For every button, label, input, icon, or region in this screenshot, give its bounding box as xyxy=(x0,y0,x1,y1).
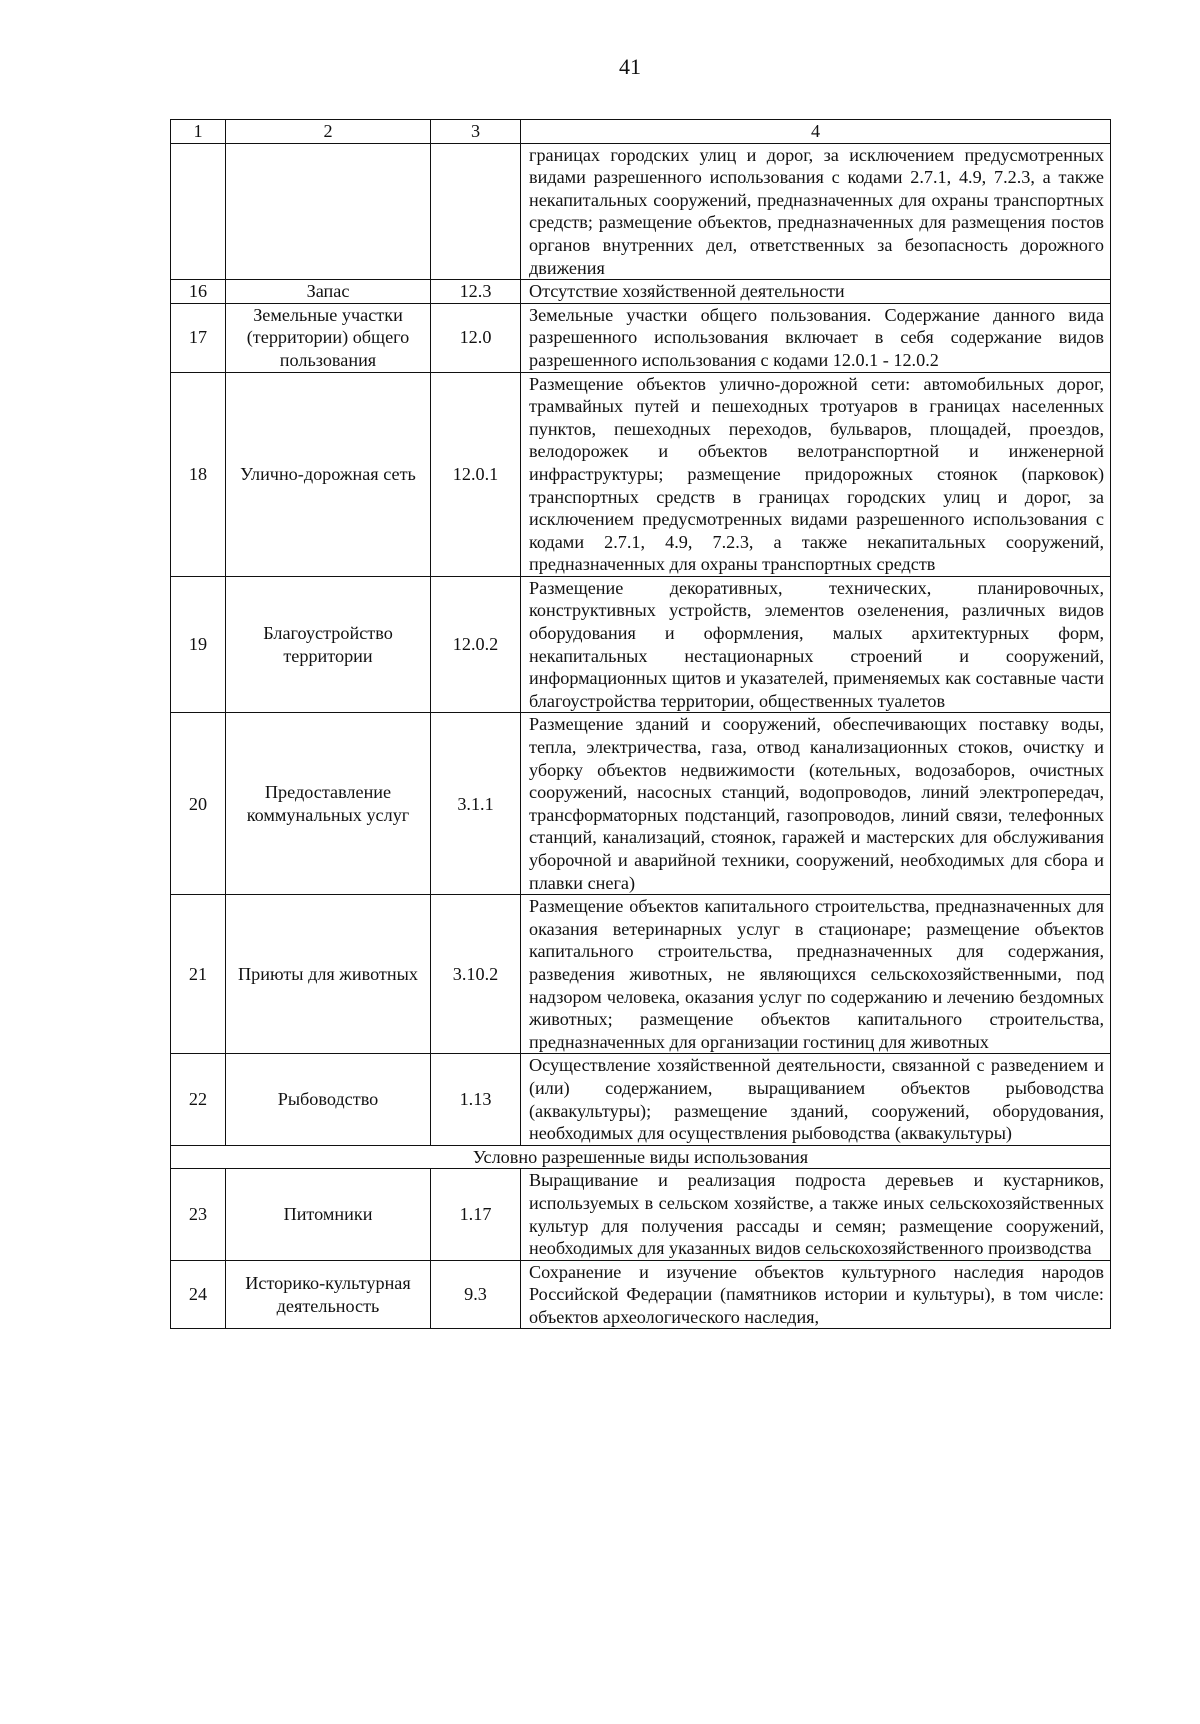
header-row xyxy=(171,120,1111,144)
row-name: Историко-культурная деятельность xyxy=(226,1260,431,1329)
page-number: 41 xyxy=(619,54,641,79)
row-description: Размещение объектов капитального строительства, предназначенных для оказания ветеринарных услуг в стационаре; размещение объектов капитального строительства, предназначенных для содержания, разведения животных, не являющихся сельскохозяйственными, под надзором человека, оказания услуг по содержанию и лечению бездомных животных; размещение объектов капитального строительства, предназначенных для организации гостиниц для животных xyxy=(521,895,1111,1054)
row-description: границах городских улиц и дорог, за исключением предусмотренных видами разрешенного использования с кодами 2.7.1, 4.9, 7.2.3, а также некапитальных сооружений, предназначенных для охраны транспортных средств; размещение объектов, предназначенных для размещения постов органов внутренних дел, ответственных за безопасность дорожного движения xyxy=(521,143,1111,280)
row-description: Размещение декоративных, технических, планировочных, конструктивных устройств, элементов озеленения, различных видов оборудования и оформления, малых архитектурных форм, некапитальных нестационарных строений и сооружений, информационных щитов и указателей, применяемых как составные части благоустройства территории, общественных туалетов xyxy=(521,576,1111,713)
row-number: 16 xyxy=(171,280,226,304)
row-number xyxy=(171,143,226,280)
row-number: 23 xyxy=(171,1169,226,1260)
row-name xyxy=(226,143,431,280)
row-code xyxy=(431,143,521,280)
row-description: Земельные участки общего пользования. Содержание данного вида разрешенного использования включает в себя содержание видов разрешенного использования с кодами 12.0.1 - 12.0.2 xyxy=(521,303,1111,372)
header-col-1: 1 xyxy=(171,120,226,144)
table-row xyxy=(171,1260,1111,1329)
row-number: 17 xyxy=(171,303,226,372)
table-row xyxy=(171,1054,1111,1145)
section-title: Условно разрешенные виды использования xyxy=(171,1145,1111,1169)
table-row xyxy=(171,895,1111,1054)
row-name: Приюты для животных xyxy=(226,895,431,1054)
row-code: 12.3 xyxy=(431,280,521,304)
row-number: 24 xyxy=(171,1260,226,1329)
row-name: Благоустройство территории xyxy=(226,576,431,713)
row-description: Отсутствие хозяйственной деятельности xyxy=(521,280,1111,304)
row-description: Сохранение и изучение объектов культурного наследия народов Российской Федерации (памятников истории и культуры), в том числе: объектов археологического наследия, xyxy=(521,1260,1111,1329)
row-name: Рыбоводство xyxy=(226,1054,431,1145)
table-row xyxy=(171,576,1111,713)
row-description: Размещение объектов улично-дорожной сети: автомобильных дорог, трамвайных путей и пешеходных тротуаров в границах населенных пунктов, пешеходных переходов, бульваров, площадей, проездов, велодорожек и объектов велотранспортной и инженерной инфраструктуры; размещение придорожных стоянок (парковок) транспортных средств в границах городских улиц и дорог, за исключением предусмотренных видами разрешенного использования с кодами 2.7.1, 4.9, 7.2.3, а также некапитальных сооружений, предназначенных для охраны транспортных средств xyxy=(521,372,1111,576)
row-code: 1.13 xyxy=(431,1054,521,1145)
row-number: 19 xyxy=(171,576,226,713)
row-number: 20 xyxy=(171,713,226,895)
row-name: Улично-дорожная сеть xyxy=(226,372,431,576)
row-name: Питомники xyxy=(226,1169,431,1260)
table-row xyxy=(171,280,1111,304)
row-code: 3.1.1 xyxy=(431,713,521,895)
table-row xyxy=(171,303,1111,372)
row-number: 22 xyxy=(171,1054,226,1145)
row-code: 12.0.2 xyxy=(431,576,521,713)
row-name: Предоставление коммунальных услуг xyxy=(226,713,431,895)
row-name: Земельные участки (территории) общего пользования xyxy=(226,303,431,372)
row-code: 12.0.1 xyxy=(431,372,521,576)
row-code: 12.0 xyxy=(431,303,521,372)
row-number: 18 xyxy=(171,372,226,576)
header-col-4: 4 xyxy=(521,120,1111,144)
table-row xyxy=(171,372,1111,576)
row-code: 1.17 xyxy=(431,1169,521,1260)
table-row xyxy=(171,143,1111,280)
header-col-2: 2 xyxy=(226,120,431,144)
table-row xyxy=(171,1169,1111,1260)
row-code: 3.10.2 xyxy=(431,895,521,1054)
section-row xyxy=(171,1145,1111,1169)
table-row xyxy=(171,713,1111,895)
row-code: 9.3 xyxy=(431,1260,521,1329)
row-description: Размещение зданий и сооружений, обеспечивающих поставку воды, тепла, электричества, газа, отвод канализационных стоков, очистку и уборку объектов недвижимости (котельных, водозаборов, очистных сооружений, насосных станций, водопроводов, линий электропередач, трансформаторных подстанций, газопроводов, линий связи, телефонных станций, канализаций, стоянок, гаражей и мастерских для обслуживания уборочной и аварийной техники, сооружений, необходимых для сбора и плавки снега) xyxy=(521,713,1111,895)
row-name: Запас xyxy=(226,280,431,304)
land-use-table xyxy=(170,119,1111,1329)
row-description: Осуществление хозяйственной деятельности, связанной с разведением и (или) содержанием, выращиванием объектов рыбоводства (аквакультуры); размещение зданий, сооружений, оборудования, необходимых для осуществления рыбоводства (аквакультуры) xyxy=(521,1054,1111,1145)
row-description: Выращивание и реализация подроста деревьев и кустарников, используемых в сельском хозяйстве, а также иных сельскохозяйственных культур для получения рассады и семян; размещение сооружений, необходимых для указанных видов сельскохозяйственного производства xyxy=(521,1169,1111,1260)
header-col-3: 3 xyxy=(431,120,521,144)
row-number: 21 xyxy=(171,895,226,1054)
